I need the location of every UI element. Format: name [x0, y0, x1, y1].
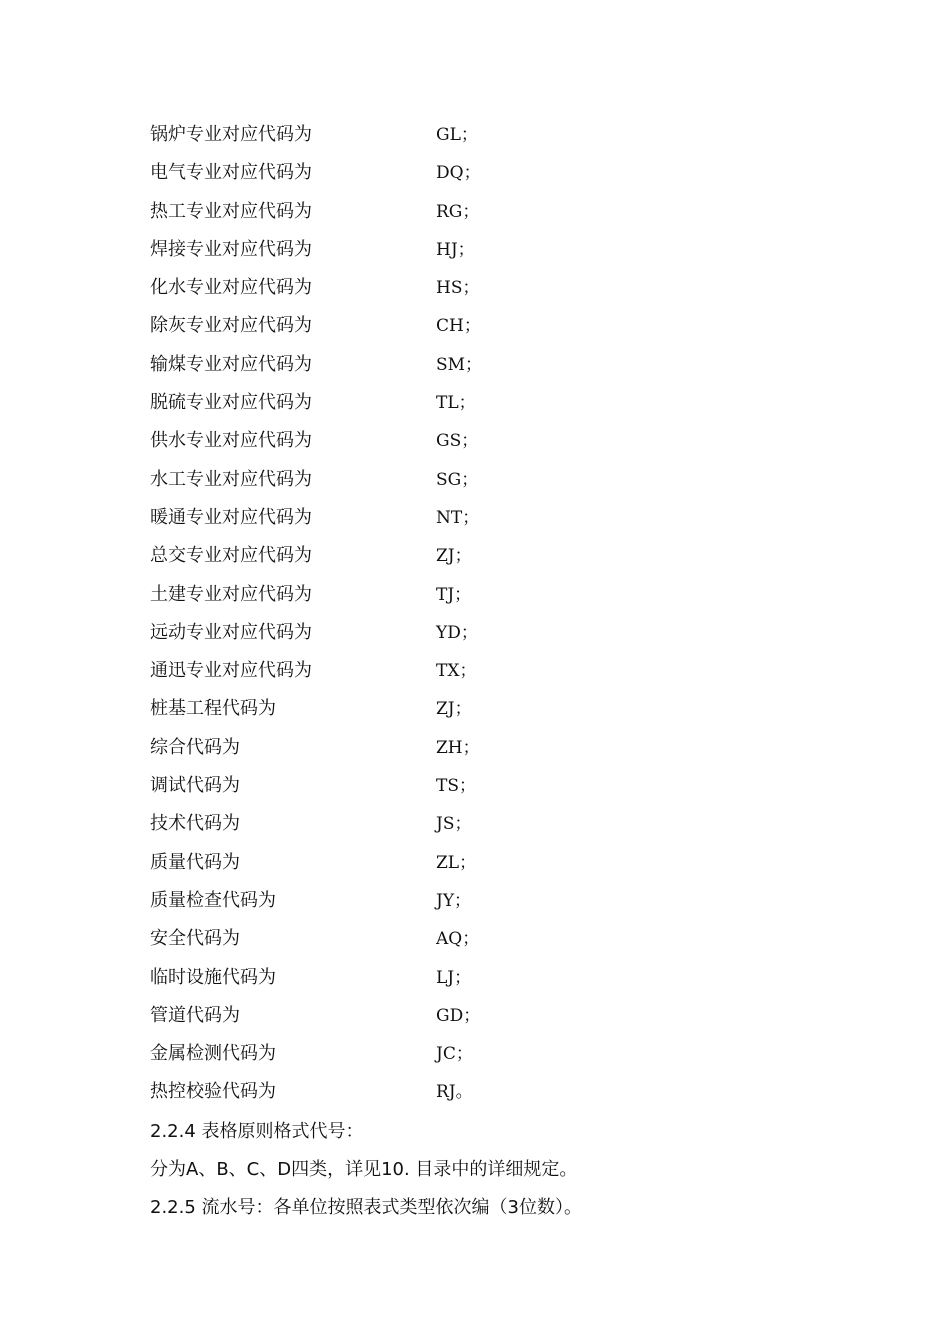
code-label: 暖通专业对应代码为	[150, 506, 312, 528]
code-label: 供水专业对应代码为	[150, 430, 312, 452]
code-row	[150, 499, 650, 537]
code-value: LJ；	[436, 967, 472, 988]
code-row	[150, 1035, 650, 1073]
code-label: 热控校验代码为	[150, 1081, 276, 1103]
code-label: 总交专业对应代码为	[150, 545, 312, 567]
code-label: 远动专业对应代码为	[150, 621, 312, 643]
code-label: 脱硫专业对应代码为	[150, 392, 312, 414]
code-row	[150, 614, 650, 652]
code-row	[150, 346, 650, 384]
code-row	[150, 269, 650, 307]
code-row	[150, 844, 650, 882]
code-label: 管道代码为	[150, 1004, 240, 1026]
code-label: 质量代码为	[150, 851, 240, 873]
code-label: 技术代码为	[150, 813, 240, 835]
code-row	[150, 537, 650, 575]
code-row	[150, 767, 650, 805]
code-value: TS；	[436, 776, 476, 797]
code-row	[150, 576, 650, 614]
code-row	[150, 652, 650, 690]
code-value: GS；	[436, 431, 479, 452]
code-value: DQ；	[436, 163, 481, 184]
code-label: 金属检测代码为	[150, 1043, 276, 1065]
code-value: YD；	[436, 622, 478, 643]
code-value: NT；	[436, 507, 480, 528]
code-value: HJ；	[436, 239, 475, 260]
code-value: AQ；	[436, 929, 480, 950]
section-heading-2-2-4: 2.2.4 表格原则格式代号：	[150, 1121, 364, 1142]
code-row	[150, 959, 650, 997]
code-label: 安全代码为	[150, 928, 240, 950]
code-row	[150, 384, 650, 422]
code-value: RJ。	[436, 1082, 473, 1103]
code-value: RG；	[436, 201, 480, 222]
code-value: GL；	[436, 125, 478, 145]
code-value: SM；	[436, 354, 483, 375]
code-row	[150, 422, 650, 460]
code-label: 焊接专业对应代码为	[150, 238, 312, 260]
code-row	[150, 805, 650, 843]
code-value: TL；	[436, 393, 476, 414]
code-value: ZJ；	[436, 699, 472, 720]
code-label: 输煤专业对应代码为	[150, 353, 312, 375]
code-label: 电气专业对应代码为	[150, 162, 312, 184]
code-label: 调试代码为	[150, 775, 240, 797]
code-label: 锅炉专业对应代码为	[150, 124, 312, 145]
code-row	[150, 882, 650, 920]
code-row	[150, 690, 650, 728]
code-value: ZL；	[436, 852, 477, 873]
code-value: TJ；	[436, 584, 472, 605]
code-row	[150, 231, 650, 269]
code-value: GD；	[436, 1005, 481, 1026]
code-row	[150, 461, 650, 499]
code-label: 通迅专业对应代码为	[150, 660, 312, 682]
code-list	[150, 116, 650, 1112]
code-value: ZH；	[436, 737, 480, 758]
code-label: 桩基工程代码为	[150, 698, 276, 720]
code-label: 综合代码为	[150, 736, 240, 758]
code-value: ZJ；	[436, 546, 472, 567]
code-row	[150, 729, 650, 767]
section-heading-2-2-5: 2.2.5 流水号：各单位按照表式类型依次编（3位数）。	[150, 1197, 582, 1218]
code-value: JS；	[436, 814, 472, 835]
code-label: 临时设施代码为	[150, 966, 276, 988]
code-label: 质量检查代码为	[150, 889, 276, 911]
code-value: JC；	[436, 1044, 473, 1065]
code-row	[150, 1073, 650, 1111]
code-value: SG；	[436, 469, 479, 490]
code-label: 除灰专业对应代码为	[150, 315, 312, 337]
code-value: JY；	[436, 890, 472, 911]
code-row	[150, 154, 650, 192]
code-label: 化水专业对应代码为	[150, 277, 312, 299]
code-label: 热工专业对应代码为	[150, 200, 312, 222]
code-row	[150, 920, 650, 958]
code-value: HS；	[436, 278, 480, 299]
code-row	[150, 193, 650, 231]
code-row	[150, 997, 650, 1035]
code-row	[150, 116, 650, 154]
paragraph-format-classes: 分为A、B、C、D四类，详见10. 目录中的详细规定。	[150, 1159, 578, 1180]
code-label: 水工专业对应代码为	[150, 468, 312, 490]
code-row	[150, 307, 650, 345]
code-label: 土建专业对应代码为	[150, 583, 312, 605]
code-value: TX；	[436, 661, 477, 682]
code-value: CH；	[436, 316, 481, 337]
